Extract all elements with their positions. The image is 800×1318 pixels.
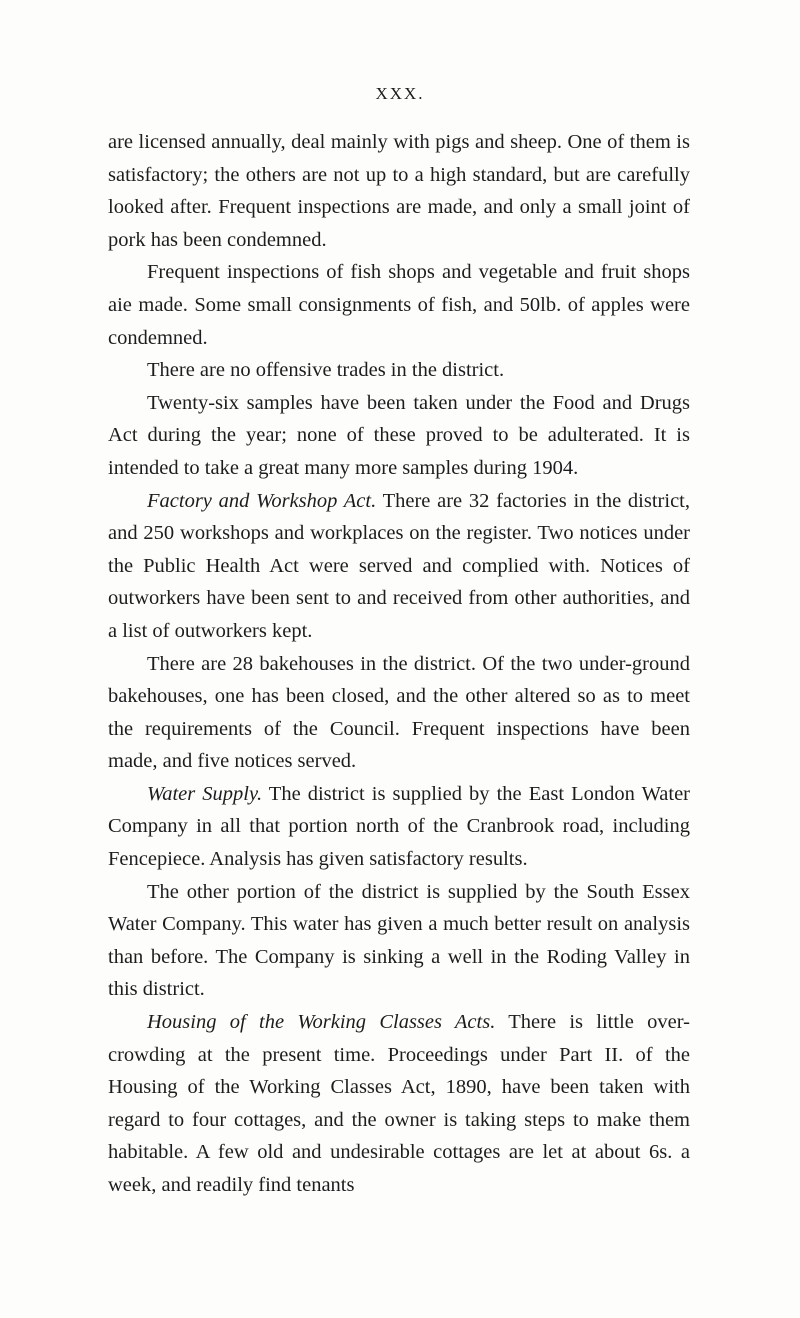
body-text: [108, 126, 690, 1202]
paragraph-1-text: are licensed annually, deal mainly with pigs and sheep. One of them is satisfactory; the others are not up to a high standard, but are carefully looked after. Frequent inspections are made, and only a small joint of pork has been condemned.: [108, 131, 690, 251]
section-heading-factory-workshop: Factory and Workshop Act.: [147, 489, 377, 512]
section-heading-water-supply: Water Supply.: [147, 782, 263, 805]
paragraph-4-text: Twenty-six samples have been taken under the Food and Drugs Act during the year; none of these proved to be adulterated. It is intended to take a great many more samples during 1904.: [108, 391, 690, 479]
paragraph-4: [108, 387, 690, 485]
page-number: XXX.: [375, 84, 425, 103]
paragraph-5: [108, 485, 690, 648]
paragraph-2: [108, 256, 690, 354]
paragraph-6-text: There are 28 bakehouses in the district. Of the two under-ground bakehouses, one has been closed, and the other altered so as to meet the requirements of the Council. Frequent inspections have been made, and five notices served.: [108, 652, 690, 773]
paragraph-9: [108, 1006, 690, 1202]
paragraph-2-text: Frequent inspections of fish shops and vegetable and fruit shops aie made. Some small consignments of fish, and 50lb. of apples were condemned.: [108, 261, 690, 349]
paragraph-8-text: The other portion of the district is supplied by the South Essex Water Company. This water has given a much better result on analysis than before. The Company is sinking a well in the Roding Valley in this district.: [108, 880, 690, 1001]
paragraph-7-text: The district is supplied by the East London Water Company in all that portion north of the Cranbrook road, including Fencepiece. Analysis has given satisfactory results.: [108, 782, 691, 871]
section-heading-housing: Housing of the Working Classes Acts.: [147, 1011, 496, 1034]
paragraph-5-text: There are 32 factories in the district, and 250 workshops and workplaces on the register. Two notices under the Public Health Act were served and complied with. Notices of outworkers have been sent to and received from other authorities, and a list of outworkers kept.: [108, 489, 690, 642]
paragraph-1: [108, 126, 690, 256]
paragraph-8: [108, 876, 690, 1006]
paragraph-9-text: There is little over-crowding at the present time. Proceedings under Part II. of the Housing of the Working Classes Act, 1890, have been taken with regard to four cottages, and the owner is taking steps to make them habitable. A few old and undesirable cottages are let at about 6s. a week, and readily find tenants: [108, 1011, 690, 1196]
paragraph-7: [108, 778, 690, 876]
paragraph-3: [108, 354, 690, 387]
paragraph-3-text: There are no offensive trades in the district.: [147, 359, 505, 382]
paragraph-6: [108, 648, 690, 778]
